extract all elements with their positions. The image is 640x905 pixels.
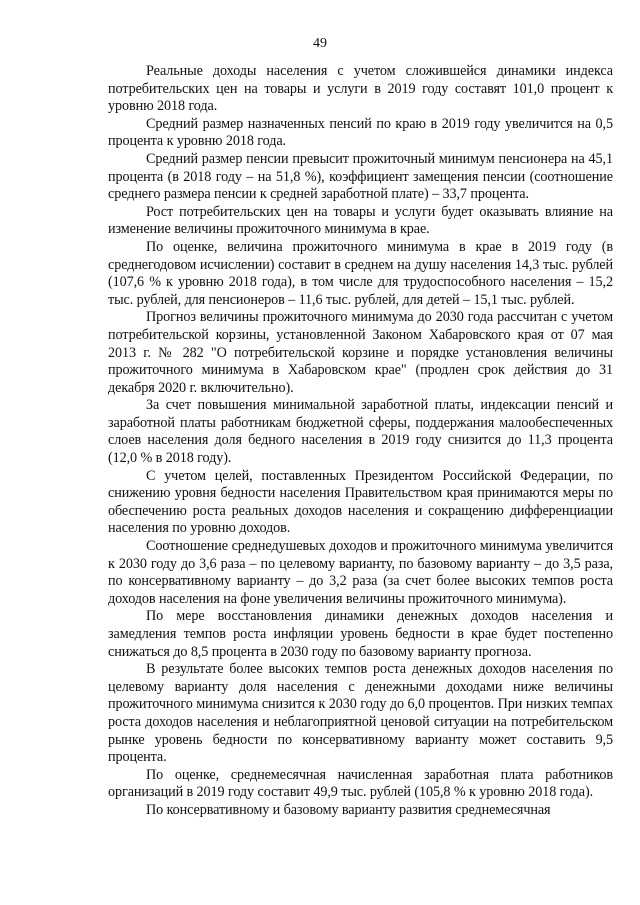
paragraph-income-ratio: Соотношение среднедушевых доходов и прожиточного минимума увеличится к 2030 году до 3,6 раза – по целевому варианту, по базовому варианту – до 3,5 раза, по консервативному варианту – до 3,2 раза (за счет более высоких темпов роста доходов населения на фоне увеличения величины прожиточного минимума). [108,538,613,607]
paragraph-pension-vs-minimum: Средний размер пенсии превысит прожиточный минимум пенсионера на 45,1 процента (в 2018 году – на 51,8 %), коэффициент замещения пенсии (соотношение среднего размера пенсии к средней заработной плате) – 33,7 процента. [108,150,613,203]
paragraph-forecast-2030: Прогноз величины прожиточного минимума до 2030 года рассчитан с учетом потребительской корзины, установленной Законом Хабаровского края от 07 мая 2013 г. № 282 "О потребительской корзине и порядке установления величины прожиточного минимума в Хабаровском крае" (продлен срок действия до 31 декабря 2020 г. включительно). [108,309,613,396]
paragraph-poverty-share: За счет повышения минимальной заработной платы, индексации пенсий и заработной платы работникам бюджетной сферы, поддержания малообеспеченных слоев населения доля бедного населения в 2019 году снизится до 11,3 процента (12,0 % в 2018 году). [108,397,613,467]
paragraph-consumer-prices: Рост потребительских цен на товары и услуги будет оказывать влияние на изменение величины прожиточного минимума в крае. [108,203,613,238]
paragraph-poverty-decline: По мере восстановления динамики денежных доходов населения и замедления темпов роста инфляции уровень бедности в крае будет постепенно снижаться до 8,5 процента в 2030 году по базовому варианту прогноза. [108,608,613,660]
paragraph-target-variant: В результате более высоких темпов роста денежных доходов населения по целевому варианту доля населения с денежными доходами ниже величины прожиточного минимума снизится к 2030 году до 6,0 процентов. При низких темпах роста доходов населения и неблагоприятной ценовой ситуации на потребительском рынке уровень бедности по консервативному варианту может составить 9,5 процента. [108,661,613,766]
page-number: 49 [313,36,327,51]
paragraph-average-pension: Средний размер назначенных пенсий по краю в 2019 году увеличится на 0,5 процента к уровню 2018 года. [108,115,613,150]
paragraph-average-wage: По оценке, среднемесячная начисленная заработная плата работников организаций в 2019 году составит 49,9 тыс. рублей (105,8 % к уровню 2018 года). [108,766,613,801]
document-body [108,63,613,820]
paragraph-president-goals: С учетом целей, поставленных Президентом Российской Федерации, по снижению уровня бедности населения Правительством края принимаются меры по обеспечению роста реальных доходов населения и сокращению дифференциации населения по уровню доходов. [108,467,613,537]
paragraph-real-incomes: Реальные доходы населения с учетом сложившейся динамики индекса потребительских цен на товары и услуги в 2019 году составят 101,0 процент к уровню 2018 года. [108,63,613,115]
paragraph-conservative-variant: По консервативному и базовому варианту развития среднемесячная [146,801,551,818]
paragraph-subsistence-minimum-2019: По оценке, величина прожиточного минимума в крае в 2019 году (в среднегодовом исчислении) составит в среднем на душу населения 14,3 тыс. рублей (107,6 % к уровню 2018 года), в том числе для трудоспособного населения – 15,2 тыс. рублей, для пенсионеров – 11,6 тыс. рублей, для детей – 15,1 тыс. рублей. [108,238,613,308]
